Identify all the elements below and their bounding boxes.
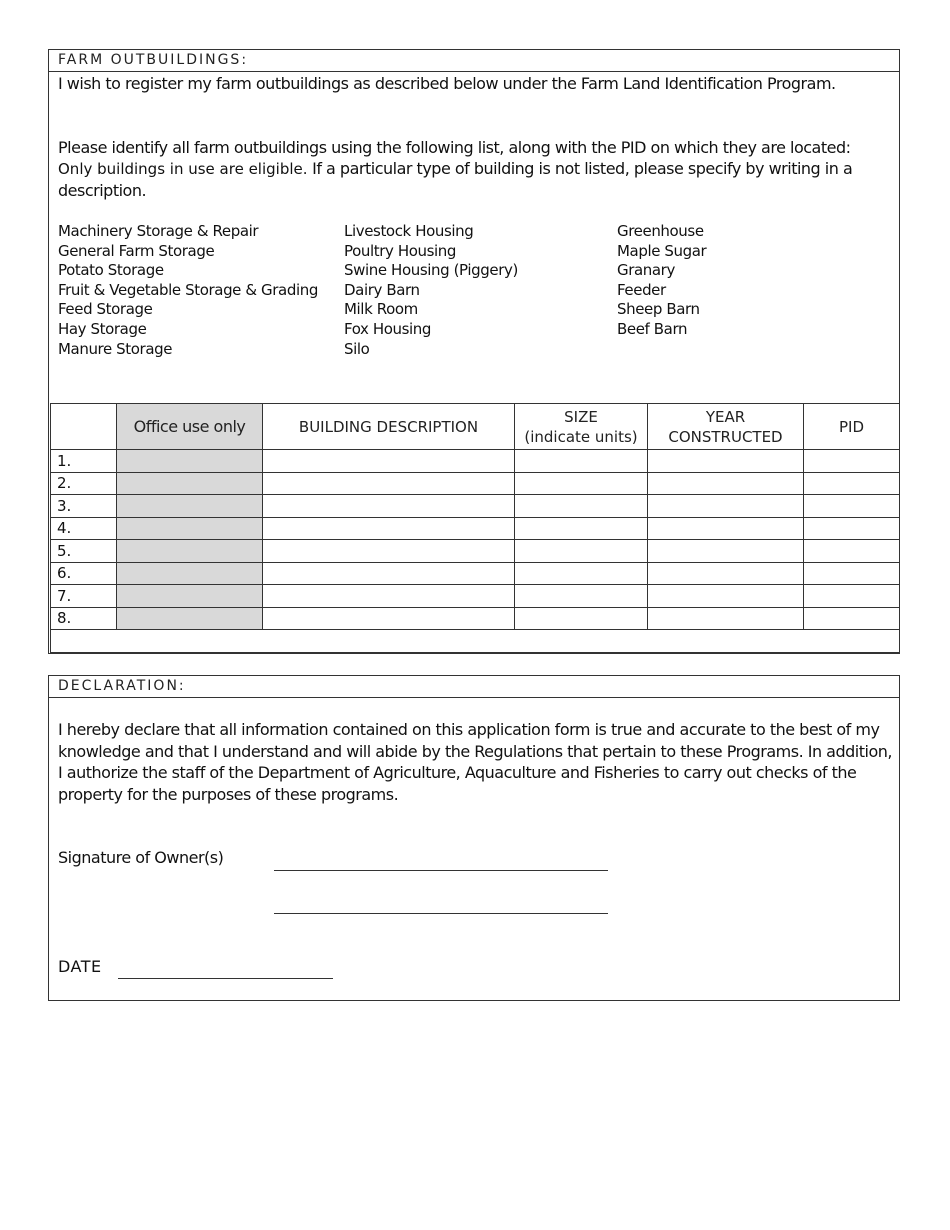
eligibility-emphasis: Only buildings in use are eligible.: [58, 160, 308, 178]
building-type-list-1: [58, 222, 318, 359]
row-number: 8.: [51, 607, 117, 630]
building-type: Dairy Barn: [344, 280, 420, 299]
building-type: Maple Sugar: [617, 241, 707, 260]
year-field[interactable]: [648, 562, 804, 585]
year-field[interactable]: [648, 450, 804, 473]
building-type: Milk Room: [344, 300, 418, 319]
office-use-cell: [117, 607, 263, 630]
eligibility-note: [58, 158, 888, 201]
row-number: 7.: [51, 585, 117, 608]
building-type-list-3: [617, 222, 706, 340]
size-header-line2: (indicate units): [524, 427, 638, 446]
building-type: Greenhouse: [617, 222, 704, 240]
pid-header: PID: [804, 404, 900, 450]
farm-outbuildings-section: [48, 49, 900, 654]
office-use-cell: [117, 562, 263, 585]
description-field[interactable]: [263, 495, 515, 518]
year-field[interactable]: [648, 540, 804, 563]
building-type: Silo: [344, 339, 370, 358]
table-row: [51, 607, 900, 630]
size-field[interactable]: [515, 562, 648, 585]
pid-field[interactable]: [804, 540, 900, 563]
size-field[interactable]: [515, 540, 648, 563]
size-field[interactable]: [515, 607, 648, 630]
building-type: Feeder: [617, 280, 666, 299]
description-field[interactable]: [263, 540, 515, 563]
pid-field[interactable]: [804, 495, 900, 518]
building-description-header: BUILDING DESCRIPTION: [263, 404, 515, 450]
year-field[interactable]: [648, 495, 804, 518]
office-use-cell: [117, 517, 263, 540]
signature-label: Signature of Owner(s): [58, 848, 224, 867]
pid-field[interactable]: [804, 517, 900, 540]
table-row: [51, 495, 900, 518]
description-field[interactable]: [263, 585, 515, 608]
year-header-line2: CONSTRUCTED: [668, 427, 783, 446]
row-number: 3.: [51, 495, 117, 518]
row-number: 2.: [51, 472, 117, 495]
eligibility-rest: If a particular type of building is not listed, please specify by writing in a description.: [58, 159, 853, 200]
building-type-list-2: [344, 222, 518, 359]
declaration-text: I hereby declare that all information contained on this application form is true and accurate to the best of my knowledge and that I understand and will abide by the Regulations that pertain to these Programs. In addition, I authorize the staff of the Department of Agriculture, Aquaculture and Fisheries to carry out checks of the property for the purposes of these programs.: [58, 720, 892, 804]
signature-line-1[interactable]: [274, 870, 608, 871]
pid-field[interactable]: [804, 450, 900, 473]
instructions-text: Please identify all farm outbuildings using the following list, along with the PID on which they are located:: [58, 138, 851, 157]
declaration-section: [48, 675, 900, 1001]
description-field[interactable]: [263, 607, 515, 630]
intro-text: I wish to register my farm outbuildings as described below under the Farm Land Identification Program.: [58, 74, 836, 93]
building-type: Granary: [617, 261, 675, 280]
signature-line-2[interactable]: [274, 913, 608, 914]
table-row: [51, 450, 900, 473]
building-type: Potato Storage: [58, 261, 164, 280]
size-field[interactable]: [515, 585, 648, 608]
section-header-outbuildings: FARM OUTBUILDINGS:: [49, 50, 899, 72]
row-number: 1.: [51, 450, 117, 473]
table-row: [51, 562, 900, 585]
building-type: Manure Storage: [58, 339, 173, 358]
table-row: [51, 585, 900, 608]
size-field[interactable]: [515, 495, 648, 518]
office-use-header: Office use only: [117, 404, 263, 450]
size-field[interactable]: [515, 517, 648, 540]
size-field[interactable]: [515, 472, 648, 495]
table-blank-row: [51, 630, 900, 653]
office-use-cell: [117, 585, 263, 608]
year-field[interactable]: [648, 607, 804, 630]
year-field[interactable]: [648, 517, 804, 540]
size-header-line1: SIZE: [564, 407, 598, 426]
building-type: Beef Barn: [617, 319, 688, 338]
year-field[interactable]: [648, 472, 804, 495]
row-number: 6.: [51, 562, 117, 585]
pid-field[interactable]: [804, 607, 900, 630]
description-field[interactable]: [263, 450, 515, 473]
description-field[interactable]: [263, 562, 515, 585]
date-line[interactable]: [118, 978, 333, 979]
pid-field[interactable]: [804, 472, 900, 495]
building-type: Hay Storage: [58, 319, 147, 338]
year-header-line1: YEAR: [705, 407, 746, 426]
year-field[interactable]: [648, 585, 804, 608]
table-row: [51, 540, 900, 563]
row-number: 5.: [51, 540, 117, 563]
outbuildings-table: [50, 403, 900, 653]
building-type: Livestock Housing: [344, 222, 474, 240]
building-type: General Farm Storage: [58, 241, 215, 260]
size-field[interactable]: [515, 450, 648, 473]
building-type: Sheep Barn: [617, 300, 700, 319]
table-row: [51, 517, 900, 540]
row-number-header: [51, 404, 117, 450]
size-header: [515, 404, 648, 450]
building-type: Swine Housing (Piggery): [344, 261, 518, 280]
row-number: 4.: [51, 517, 117, 540]
office-use-cell: [117, 540, 263, 563]
pid-field[interactable]: [804, 585, 900, 608]
date-label: DATE: [58, 957, 102, 976]
building-type: Fruit & Vegetable Storage & Grading: [58, 280, 318, 299]
year-header: [648, 404, 804, 450]
description-field[interactable]: [263, 472, 515, 495]
pid-field[interactable]: [804, 562, 900, 585]
description-field[interactable]: [263, 517, 515, 540]
building-type: Feed Storage: [58, 300, 153, 319]
building-type: Poultry Housing: [344, 241, 457, 260]
section-header-declaration: DECLARATION:: [49, 676, 899, 698]
office-use-cell: [117, 495, 263, 518]
office-use-cell: [117, 450, 263, 473]
table-row: [51, 472, 900, 495]
building-type: Fox Housing: [344, 319, 432, 338]
table-header-row: [51, 404, 900, 450]
office-use-cell: [117, 472, 263, 495]
building-type: Machinery Storage & Repair: [58, 222, 259, 240]
blank-cell: [51, 630, 900, 653]
